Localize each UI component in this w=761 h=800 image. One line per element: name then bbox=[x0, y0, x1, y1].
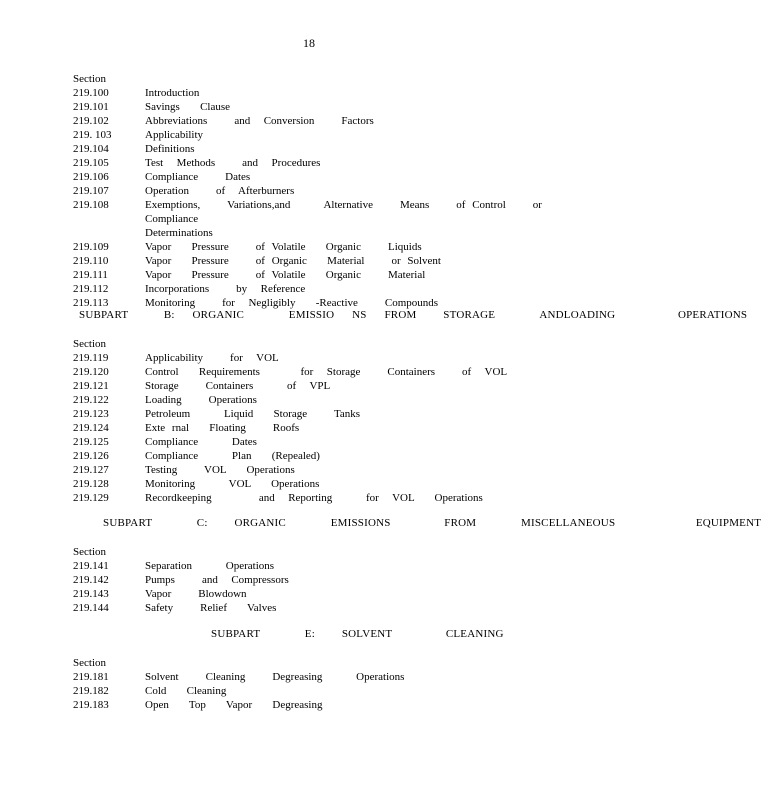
section-title: Vapor Blowdown bbox=[145, 588, 247, 600]
section-number: 219.125 bbox=[73, 436, 109, 448]
section-row bbox=[73, 254, 593, 268]
section-row bbox=[73, 128, 593, 142]
section-row bbox=[73, 296, 593, 310]
section-number: 219.142 bbox=[73, 574, 109, 586]
section-number: 219.121 bbox=[73, 380, 109, 392]
section-row bbox=[73, 114, 593, 128]
section-number: 219.143 bbox=[73, 588, 109, 600]
section-title: Open Top Vapor Degreasing bbox=[145, 699, 323, 711]
section-number: 219.123 bbox=[73, 408, 109, 420]
section-row bbox=[73, 684, 593, 698]
section-title: Monitoring for Negligibly -Reactive Compounds bbox=[145, 297, 439, 309]
section-title: Exte rnal Floating Roofs bbox=[145, 422, 300, 434]
section-number: 219.113 bbox=[73, 297, 109, 309]
section-title: Test Methods and Procedures bbox=[145, 157, 321, 169]
section-row bbox=[73, 587, 593, 601]
section-label: Section bbox=[73, 73, 106, 85]
section-row bbox=[73, 156, 593, 170]
section-number: 219.119 bbox=[73, 352, 109, 364]
section-number: 219.182 bbox=[73, 685, 109, 697]
section-number: 219.107 bbox=[73, 185, 109, 197]
section-number: 219.109 bbox=[73, 241, 109, 253]
section-number: 219.144 bbox=[73, 602, 109, 614]
section-title: Introduction bbox=[145, 87, 200, 99]
section-number: 219.124 bbox=[73, 422, 109, 434]
section-row bbox=[73, 435, 593, 449]
section-row bbox=[73, 282, 593, 296]
section-number: 219.105 bbox=[73, 157, 109, 169]
section-title: Exemptions, Variations,and Alternative Means of Control or Compliance Determinations bbox=[145, 199, 542, 239]
section-number: 219.122 bbox=[73, 394, 109, 406]
section-title: Operation of Afterburners bbox=[145, 185, 295, 197]
section-number: 219.110 bbox=[73, 255, 109, 267]
section-group-subpart-b bbox=[73, 337, 593, 505]
section-title: Pumps and Compressors bbox=[145, 574, 289, 586]
section-title: Applicability for VOL bbox=[145, 352, 279, 364]
section-number: 219.101 bbox=[73, 101, 109, 113]
section-title: Recordkeeping and Reporting for VOL Operations bbox=[145, 492, 483, 504]
subpart-b-heading: SUBPART B: ORGANIC EMISSIO NS FROM STORAGE ANDLOADING OPERATIONS bbox=[79, 309, 748, 321]
section-row bbox=[73, 449, 593, 463]
section-number: 219.181 bbox=[73, 671, 109, 683]
section-number: 219.111 bbox=[73, 269, 108, 281]
section-group-subpart-c bbox=[73, 545, 593, 615]
section-title: Vapor Pressure of Volatile Organic Liquids bbox=[145, 241, 422, 253]
section-row bbox=[73, 463, 593, 477]
subpart-e-heading: SUBPART E: SOLVENT CLEANING bbox=[211, 628, 504, 640]
section-row bbox=[73, 477, 593, 491]
section-number: 219.129 bbox=[73, 492, 109, 504]
section-title: Definitions bbox=[145, 143, 195, 155]
section-title: Incorporations by Reference bbox=[145, 283, 306, 295]
section-row bbox=[73, 670, 593, 684]
section-number: 219.104 bbox=[73, 143, 109, 155]
section-row bbox=[73, 407, 593, 421]
section-title: Separation Operations bbox=[145, 560, 275, 572]
section-title: Vapor Pressure of Organic Material or Solvent bbox=[145, 255, 441, 267]
section-title: Solvent Cleaning Degreasing Operations bbox=[145, 671, 405, 683]
section-row bbox=[73, 240, 593, 254]
section-row bbox=[73, 268, 593, 282]
section-group-subpart-e bbox=[73, 656, 593, 712]
section-row bbox=[73, 393, 593, 407]
section-row bbox=[73, 573, 593, 587]
section-title: Savings Clause bbox=[145, 101, 231, 113]
section-title: Monitoring VOL Operations bbox=[145, 478, 320, 490]
section-row bbox=[73, 698, 593, 712]
section-title: Testing VOL Operations bbox=[145, 464, 295, 476]
section-number: 219.128 bbox=[73, 478, 109, 490]
section-title: Petroleum Liquid Storage Tanks bbox=[145, 408, 361, 420]
section-title: Applicability bbox=[145, 129, 204, 141]
section-title: Cold Cleaning bbox=[145, 685, 227, 697]
section-title: Storage Containers of VPL bbox=[145, 380, 331, 392]
section-number: 219. 103 bbox=[73, 129, 112, 141]
section-label: Section bbox=[73, 546, 106, 558]
section-group-general bbox=[73, 72, 593, 310]
section-title: Abbreviations and Conversion Factors bbox=[145, 115, 374, 127]
section-row bbox=[73, 421, 593, 435]
section-row bbox=[73, 601, 593, 615]
section-title: Safety Relief Valves bbox=[145, 602, 277, 614]
section-number: 219.126 bbox=[73, 450, 109, 462]
section-row bbox=[73, 184, 593, 198]
section-number: 219.183 bbox=[73, 699, 109, 711]
section-row bbox=[73, 86, 593, 100]
section-label: Section bbox=[73, 657, 106, 669]
section-number: 219.120 bbox=[73, 366, 109, 378]
section-number: 219.102 bbox=[73, 115, 109, 127]
section-row bbox=[73, 351, 593, 365]
section-title: Compliance Plan (Repealed) bbox=[145, 450, 320, 462]
section-row bbox=[73, 100, 593, 114]
section-label: Section bbox=[73, 338, 106, 350]
section-row bbox=[73, 491, 593, 505]
section-number: 219.112 bbox=[73, 283, 109, 295]
page-number: 18 bbox=[303, 36, 315, 50]
subpart-c-heading: SUBPART C: ORGANIC EMISSIONS FROM MISCELLANEOUS EQUIPMENT bbox=[103, 517, 761, 529]
section-number: 219.106 bbox=[73, 171, 109, 183]
section-number: 219.108 bbox=[73, 199, 109, 211]
section-title: Compliance Dates bbox=[145, 171, 251, 183]
section-row bbox=[73, 198, 593, 240]
section-number: 219.141 bbox=[73, 560, 109, 572]
section-title: Compliance Dates bbox=[145, 436, 257, 448]
section-title: Vapor Pressure of Volatile Organic Material bbox=[145, 269, 426, 281]
section-number: 219.100 bbox=[73, 87, 109, 99]
section-row bbox=[73, 170, 593, 184]
section-row bbox=[73, 142, 593, 156]
section-row bbox=[73, 559, 593, 573]
section-title: Loading Operations bbox=[145, 394, 257, 406]
section-title: Control Requirements for Storage Containers of VOL bbox=[145, 366, 508, 378]
section-number: 219.127 bbox=[73, 464, 109, 476]
section-row bbox=[73, 365, 593, 379]
section-row bbox=[73, 379, 593, 393]
